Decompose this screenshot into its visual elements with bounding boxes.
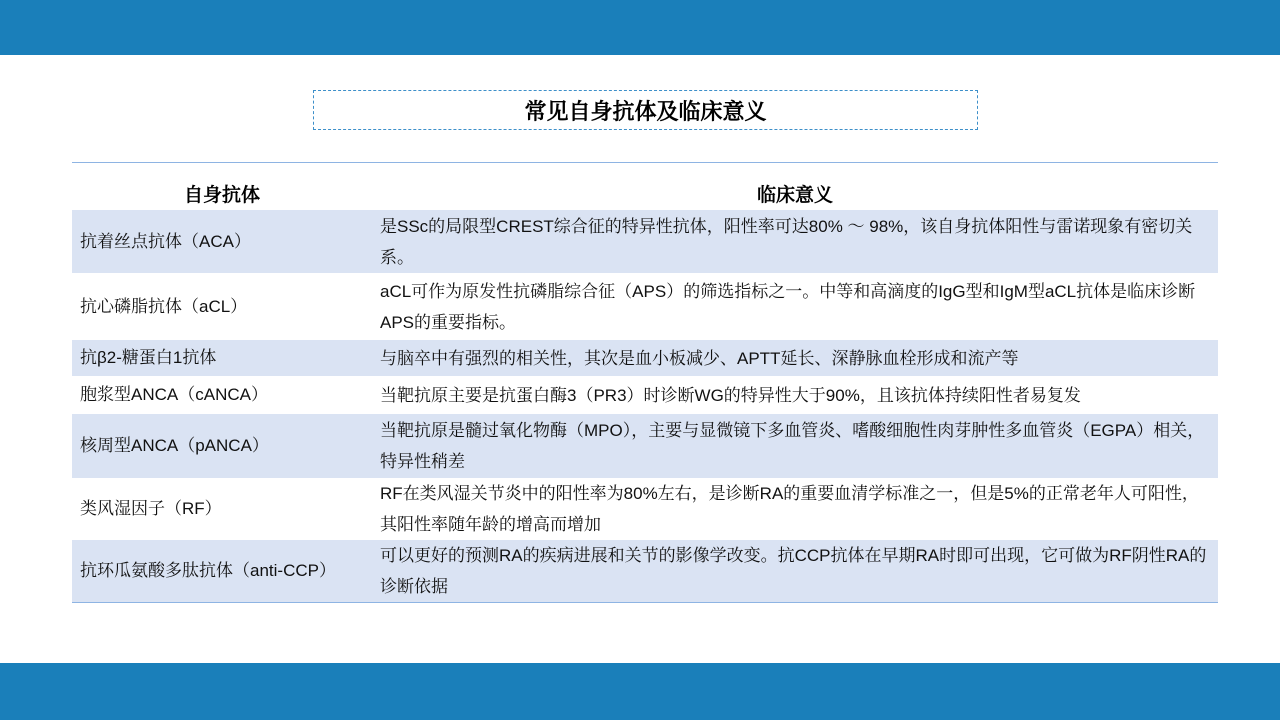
antibody-cell: 类风湿因子（RF） xyxy=(72,478,372,540)
table-row xyxy=(72,540,1218,603)
table-row xyxy=(72,210,1218,273)
header-bar xyxy=(0,0,1280,55)
column-header-antibody: 自身抗体 xyxy=(183,185,260,206)
table-row xyxy=(72,414,1218,478)
significance-cell: 当靶抗原是髓过氧化物酶（MPO），主要与显微镜下多血管炎、嗜酸细胞性肉芽肿性多血管炎（EGPA）相关，特异性稍差 xyxy=(372,414,1218,478)
column-header-significance: 临床意义 xyxy=(756,185,833,206)
slide-title-box xyxy=(313,90,978,130)
slide-title: 常见自身抗体及临床意义 xyxy=(524,98,767,124)
significance-cell: RF在类风湿关节炎中的阳性率为80%左右，是诊断RA的重要血清学标准之一，但是5%的正常老年人可阳性，其阳性率随年龄的增高而增加 xyxy=(372,478,1218,540)
significance-cell: 当靶抗原主要是抗蛋白酶3（PR3）时诊断WG的特异性大于90%，且该抗体持续阳性者易复发 xyxy=(372,376,1218,414)
footer-bar xyxy=(0,663,1280,720)
table-header-row xyxy=(72,163,1218,211)
table-row xyxy=(72,273,1218,340)
table-row xyxy=(72,340,1218,376)
significance-cell: 是SSc的局限型CREST综合征的特异性抗体，阳性率可达80% ～ 98%，该自身抗体阳性与雷诺现象有密切关系。 xyxy=(372,210,1218,273)
table-row xyxy=(72,376,1218,414)
antibody-cell: 抗着丝点抗体（ACA） xyxy=(72,210,372,273)
significance-cell: 与脑卒中有强烈的相关性，其次是血小板减少、APTT延长、深静脉血栓形成和流产等 xyxy=(372,340,1218,376)
antibody-cell: 抗心磷脂抗体（aCL） xyxy=(72,273,372,340)
antibody-cell: 核周型ANCA（pANCA） xyxy=(72,414,372,478)
antibody-cell: 胞浆型ANCA（cANCA） xyxy=(72,376,372,414)
significance-cell: 可以更好的预测RA的疾病进展和关节的影像学改变。抗CCP抗体在早期RA时即可出现，它可做为RF阴性RA的诊断依据 xyxy=(372,540,1218,603)
antibody-cell: 抗β2-糖蛋白1抗体 xyxy=(72,340,372,376)
antibody-table xyxy=(72,162,1218,603)
significance-cell: aCL可作为原发性抗磷脂综合征（APS）的筛选指标之一。中等和高滴度的IgG型和IgM型aCL抗体是临床诊断APS的重要指标。 xyxy=(372,273,1218,340)
antibody-cell: 抗环瓜氨酸多肽抗体（anti-CCP） xyxy=(72,540,372,603)
table-row xyxy=(72,478,1218,540)
